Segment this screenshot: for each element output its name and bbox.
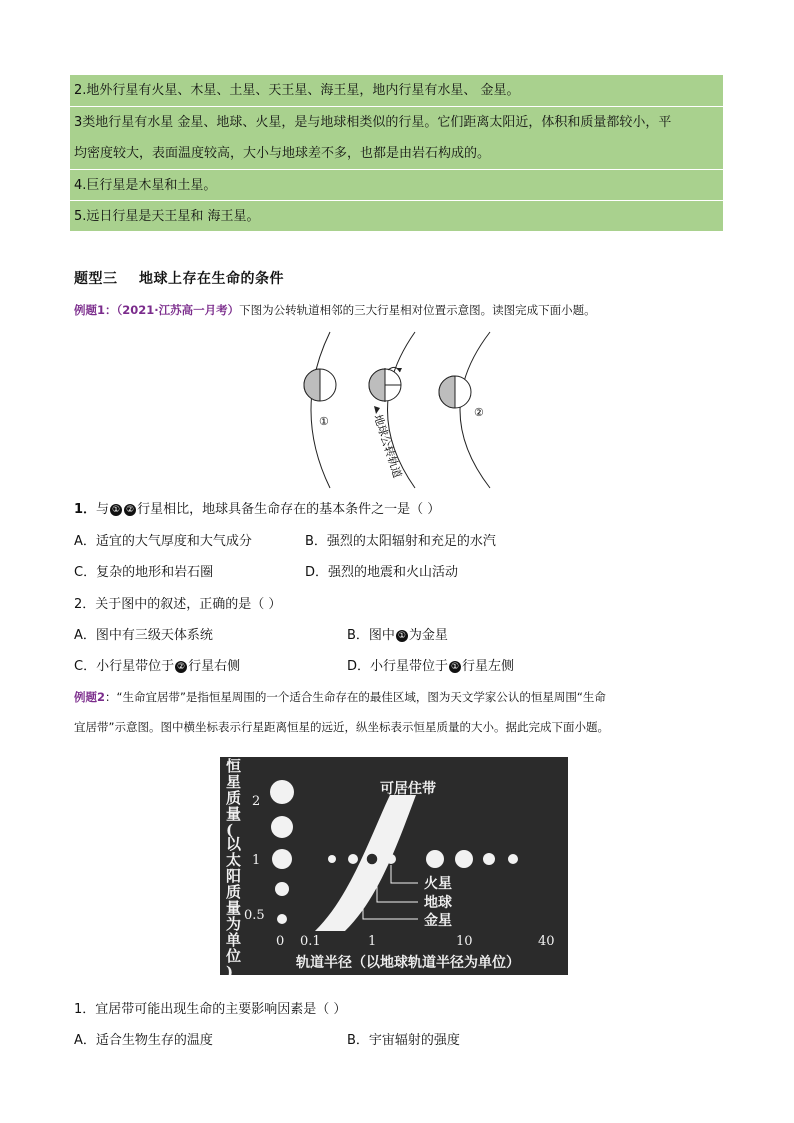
y-axis-label-char: 质 bbox=[226, 789, 242, 807]
option-text: D．小行星带位于 bbox=[347, 659, 449, 674]
option-text: C．小行星带位于 bbox=[74, 659, 175, 674]
summary-table bbox=[70, 75, 723, 232]
q2-option-c[interactable] bbox=[74, 655, 240, 674]
y-axis-label-char: ( bbox=[226, 821, 234, 839]
planet-dot bbox=[426, 850, 444, 868]
planet-1-shade bbox=[304, 369, 320, 401]
habitable-zone-chart bbox=[220, 757, 568, 975]
y-axis-label-char: 星 bbox=[226, 773, 242, 791]
earth-shade bbox=[369, 369, 385, 401]
x-tick-label: 0.1 bbox=[300, 934, 321, 949]
y-axis-label-char: 以 bbox=[226, 835, 242, 853]
y-axis-label-char: 阳 bbox=[226, 867, 242, 885]
example1-text: 下图为公转轨道相邻的三大行星相对位置示意图。读图完成下面小题。 bbox=[239, 303, 596, 317]
y-tick-label: 0.5 bbox=[244, 908, 265, 923]
y-axis-label-char: 恒 bbox=[226, 757, 242, 775]
example2-line1 bbox=[74, 683, 734, 712]
planet-dot bbox=[455, 850, 473, 868]
summary-row bbox=[70, 170, 723, 201]
zone-label: 可居住带 bbox=[380, 781, 436, 797]
leader-mars bbox=[391, 865, 418, 883]
example2-line2: 宜居带”示意图。图中横坐标表示行星距离恒星的远近，纵坐标表示恒星质量的大小。据此完成下面小题。 bbox=[74, 720, 609, 734]
planet-2-label: ② bbox=[474, 406, 484, 419]
habitable-zone-band bbox=[315, 795, 416, 931]
q1-option-c[interactable]: C．复杂的地形和岩石圈 bbox=[74, 565, 214, 580]
option-text: 行星右侧 bbox=[188, 659, 241, 674]
y-axis-label-char: 质 bbox=[226, 883, 242, 901]
circled-1: ① bbox=[112, 505, 121, 515]
earth-orbit-label: 地球公转轨道 bbox=[371, 412, 404, 480]
summary-row bbox=[70, 107, 723, 170]
q1-option-a[interactable]: A．适宜的大气厚度和大气成分 bbox=[74, 534, 252, 549]
q2-option-b[interactable] bbox=[347, 624, 448, 643]
circled-1: ① bbox=[450, 662, 460, 672]
chart-svg bbox=[220, 757, 568, 975]
circled-2: ② bbox=[177, 662, 186, 672]
x-tick-label: 40 bbox=[538, 934, 555, 949]
summary-text: 3类地行星有水星 金星、地球、火星，是与地球相类似的行星。它们距离太阳近，体积和质量都较小，平 bbox=[74, 115, 672, 130]
y-axis-label-char: 量 bbox=[226, 899, 242, 917]
y-tick-label: 1 bbox=[252, 853, 261, 868]
planet-dot bbox=[508, 854, 518, 864]
question-3-stem: 1．宜居带可能出现生命的主要影响因素是（ ） bbox=[74, 1002, 347, 1017]
planet-2-shade bbox=[439, 376, 455, 408]
summary-text: 均密度较大，表面温度较高，大小与地球差不多，也都是由岩石构成的。 bbox=[74, 146, 491, 161]
planet-dot bbox=[483, 853, 495, 865]
example1-label: 例题1： bbox=[74, 303, 117, 317]
revolution-arrowhead bbox=[374, 406, 380, 414]
planet-dot bbox=[328, 855, 336, 863]
summary-text: 4.巨行星是木星和土星。 bbox=[74, 178, 217, 193]
q2-option-d[interactable] bbox=[347, 655, 514, 674]
option-text: 为金星 bbox=[408, 628, 448, 643]
q1-option-d[interactable]: D．强烈的地震和火山活动 bbox=[305, 565, 459, 580]
orbit-inner bbox=[311, 332, 330, 488]
star-dot bbox=[270, 780, 294, 804]
x-tick-label: 0 bbox=[276, 934, 285, 949]
star-dot bbox=[277, 914, 287, 924]
y-axis-label-char: 单 bbox=[226, 931, 242, 949]
y-axis-label-char: ) bbox=[226, 963, 234, 975]
planet-orbit-figure bbox=[290, 330, 515, 490]
example1-source: （2021·江苏高一月考） bbox=[116, 303, 240, 317]
planet-dot-venus bbox=[348, 854, 358, 864]
star-dot bbox=[275, 882, 289, 896]
y-axis-label-char: 量 bbox=[226, 805, 242, 823]
section-title: 题型三 地球上存在生命的条件 bbox=[74, 271, 284, 287]
summary-text: 5.远日行星是天王星和 海王星。 bbox=[74, 209, 260, 224]
y-axis-label-char: 为 bbox=[226, 915, 242, 933]
question-1-stem bbox=[74, 498, 440, 517]
annotation-mars: 火星 bbox=[424, 876, 452, 892]
planet-dot-mars bbox=[386, 854, 396, 864]
planet-dot-earth bbox=[366, 853, 378, 865]
x-axis-label: 轨道半径（以地球轨道半径为单位） bbox=[296, 955, 520, 971]
star-dot bbox=[271, 816, 293, 838]
question-2-stem: 2．关于图中的叙述，正确的是（ ） bbox=[74, 597, 282, 612]
annotation-earth: 地球 bbox=[424, 895, 452, 911]
q2-option-a[interactable]: A．图中有三级天体系统 bbox=[74, 628, 213, 643]
planet-1-label: ① bbox=[319, 415, 329, 428]
x-tick-label: 10 bbox=[456, 934, 473, 949]
summary-row bbox=[70, 201, 723, 232]
circled-1: ① bbox=[397, 631, 406, 641]
y-tick-label: 2 bbox=[252, 794, 261, 809]
rotation-arrowhead bbox=[396, 368, 402, 372]
y-axis-label bbox=[225, 757, 242, 975]
stem-text: 与 bbox=[96, 502, 110, 517]
example2-text: ：“生命宜居带”是指恒星周围的一个适合生命存在的最佳区域，图为天文学家公认的恒星周围“生命 bbox=[105, 690, 606, 704]
q1-option-b[interactable]: B．强烈的太阳辐射和充足的水汽 bbox=[305, 534, 496, 549]
question-number: 1． bbox=[74, 502, 97, 517]
option-text: 行星左侧 bbox=[462, 659, 515, 674]
star-dot bbox=[272, 849, 292, 869]
example2-label: 例题2 bbox=[74, 690, 106, 704]
q3-option-b[interactable]: B．宇宙辐射的强度 bbox=[347, 1033, 460, 1048]
stem-text: 行星相比，地球具备生命存在的基本条件之一是（ ） bbox=[137, 502, 441, 517]
y-axis-label-char: 太 bbox=[226, 851, 242, 869]
summary-text: 2.地外行星有火星、木星、土星、天王星、海王星，地内行星有水星、 金星。 bbox=[74, 83, 520, 98]
y-axis-label-char: 位 bbox=[226, 947, 242, 965]
q3-option-a[interactable]: A．适合生物生存的温度 bbox=[74, 1033, 213, 1048]
circled-2: ② bbox=[126, 505, 135, 515]
example1-line bbox=[74, 296, 734, 325]
annotation-venus: 金星 bbox=[424, 913, 452, 929]
x-tick-label: 1 bbox=[368, 934, 377, 949]
summary-row bbox=[70, 75, 723, 107]
option-text: B．图中 bbox=[347, 628, 395, 643]
